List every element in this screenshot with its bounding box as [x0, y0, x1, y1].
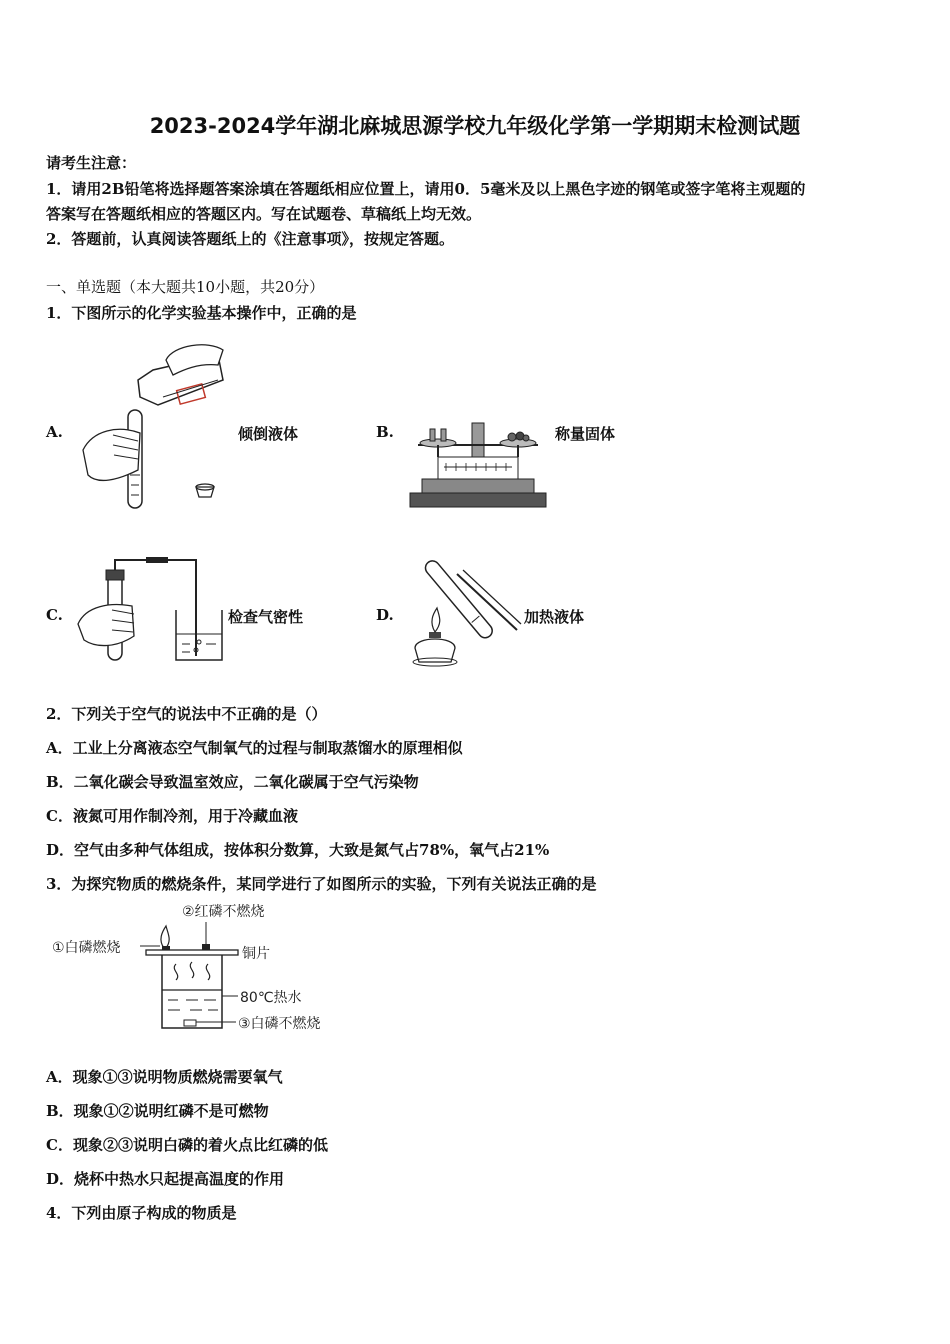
- q1-option-d-caption: 加热液体: [524, 608, 585, 626]
- q1-stem: 1．下图所示的化学实验基本操作中，正确的是: [46, 304, 357, 322]
- q1-option-b-letter: B.: [376, 423, 394, 441]
- q3-stem: 3．为探究物质的燃烧条件，某同学进行了如图所示的实验，下列有关说法正确的是: [46, 875, 597, 893]
- pour-liquid-figure: [78, 335, 228, 515]
- q2-option-c: C．液氮可用作制冷剂，用于冷藏血液: [46, 807, 298, 825]
- q1-option-a-caption: 倾倒液体: [238, 425, 299, 443]
- notice-heading: 请考生注意：: [46, 154, 137, 172]
- q2-stem: 2．下列关于空气的说法中不正确的是（）: [46, 705, 327, 723]
- q3-option-d: D．烧杯中热水只起提高温度的作用: [46, 1170, 285, 1188]
- q2-option-b: B．二氧化碳会导致温室效应，二氧化碳属于空气污染物: [46, 773, 419, 791]
- notice-line-1b: 答案写在答题纸相应的答题区内。写在试题卷、草稿纸上均无效。: [46, 205, 482, 223]
- label-white-burning: ①白磷燃烧: [52, 940, 121, 956]
- combustion-experiment-figure: [52, 900, 352, 1040]
- label-red-phosphorus: ②红磷不燃烧: [182, 904, 265, 920]
- notice-line-1a: 1．请用2B铅笔将选择题答案涂填在答题纸相应位置上，请用0．5毫米及以上黑色字迹的钢笔或签字笔将主观题的: [46, 180, 806, 198]
- label-hot-water: 80℃热水: [240, 990, 302, 1006]
- section-heading: 一、单选题（本大题共10小题，共20分）: [46, 278, 325, 296]
- q2-option-d: D．空气由多种气体组成，按体积分数算，大致是氮气占78%，氧气占21%: [46, 841, 550, 859]
- q1-option-c-letter: C.: [46, 606, 63, 624]
- q4-stem: 4．下列由原子构成的物质是: [46, 1204, 237, 1222]
- airtightness-figure: [76, 556, 228, 664]
- q1-option-d-letter: D.: [376, 606, 394, 624]
- q3-option-a: A．现象①③说明物质燃烧需要氧气: [46, 1068, 283, 1086]
- heating-liquid-figure: [405, 552, 523, 667]
- q1-option-b-caption: 称量固体: [555, 425, 616, 443]
- notice-line-2: 2．答题前，认真阅读答题纸上的《注意事项》，按规定答题。: [46, 230, 454, 248]
- label-copper: 铜片: [242, 946, 270, 962]
- q1-option-c-caption: 检查气密性: [228, 608, 304, 626]
- q1-option-a-letter: A.: [46, 423, 63, 441]
- balance-figure: [408, 415, 550, 510]
- q3-option-b: B．现象①②说明红磷不是可燃物: [46, 1102, 269, 1120]
- page-title: 2023-2024学年湖北麻城思源学校九年级化学第一学期期末检测试题: [149, 114, 801, 138]
- q2-option-a: A．工业上分离液态空气制氧气的过程与制取蒸馏水的原理相似: [46, 739, 463, 757]
- q3-option-c: C．现象②③说明白磷的着火点比红磷的低: [46, 1136, 328, 1154]
- label-white-not-burning: ③白磷不燃烧: [238, 1016, 321, 1032]
